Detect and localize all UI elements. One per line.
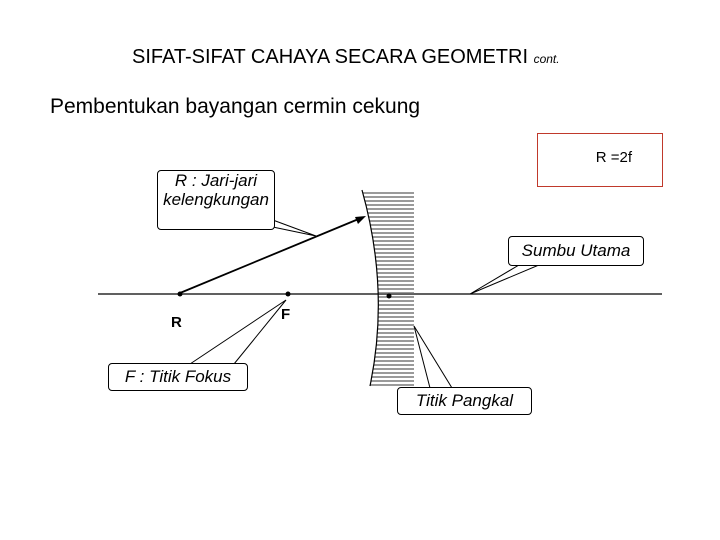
pointer-titik-pangkal: [414, 326, 452, 388]
callout-sumbu-utama: Sumbu Utama: [508, 236, 644, 266]
point-r: [178, 292, 183, 297]
label-f: F: [281, 306, 291, 323]
label-r: R: [171, 314, 182, 331]
callout-titik-pangkal: Titik Pangkal: [397, 387, 532, 415]
callout-titik-fokus: F : Titik Fokus: [108, 363, 248, 391]
radius-arrowhead: [355, 216, 366, 224]
title-suffix: cont.: [533, 52, 560, 66]
title-text: SIFAT-SIFAT CAHAYA SECARA GEOMETRI: [132, 46, 529, 68]
pointer-titik-fokus: [190, 300, 286, 364]
point-f: [286, 292, 291, 297]
slide-subtitle: Pembentukan bayangan cermin cekung: [50, 95, 421, 118]
pointer-sumbu-utama: [470, 262, 546, 294]
callout-jari-jari: R : Jari-jari kelengkungan: [157, 170, 275, 230]
relation-text: R =2f: [595, 149, 632, 166]
callout-relation: [537, 133, 663, 187]
point-pole: [387, 294, 392, 299]
